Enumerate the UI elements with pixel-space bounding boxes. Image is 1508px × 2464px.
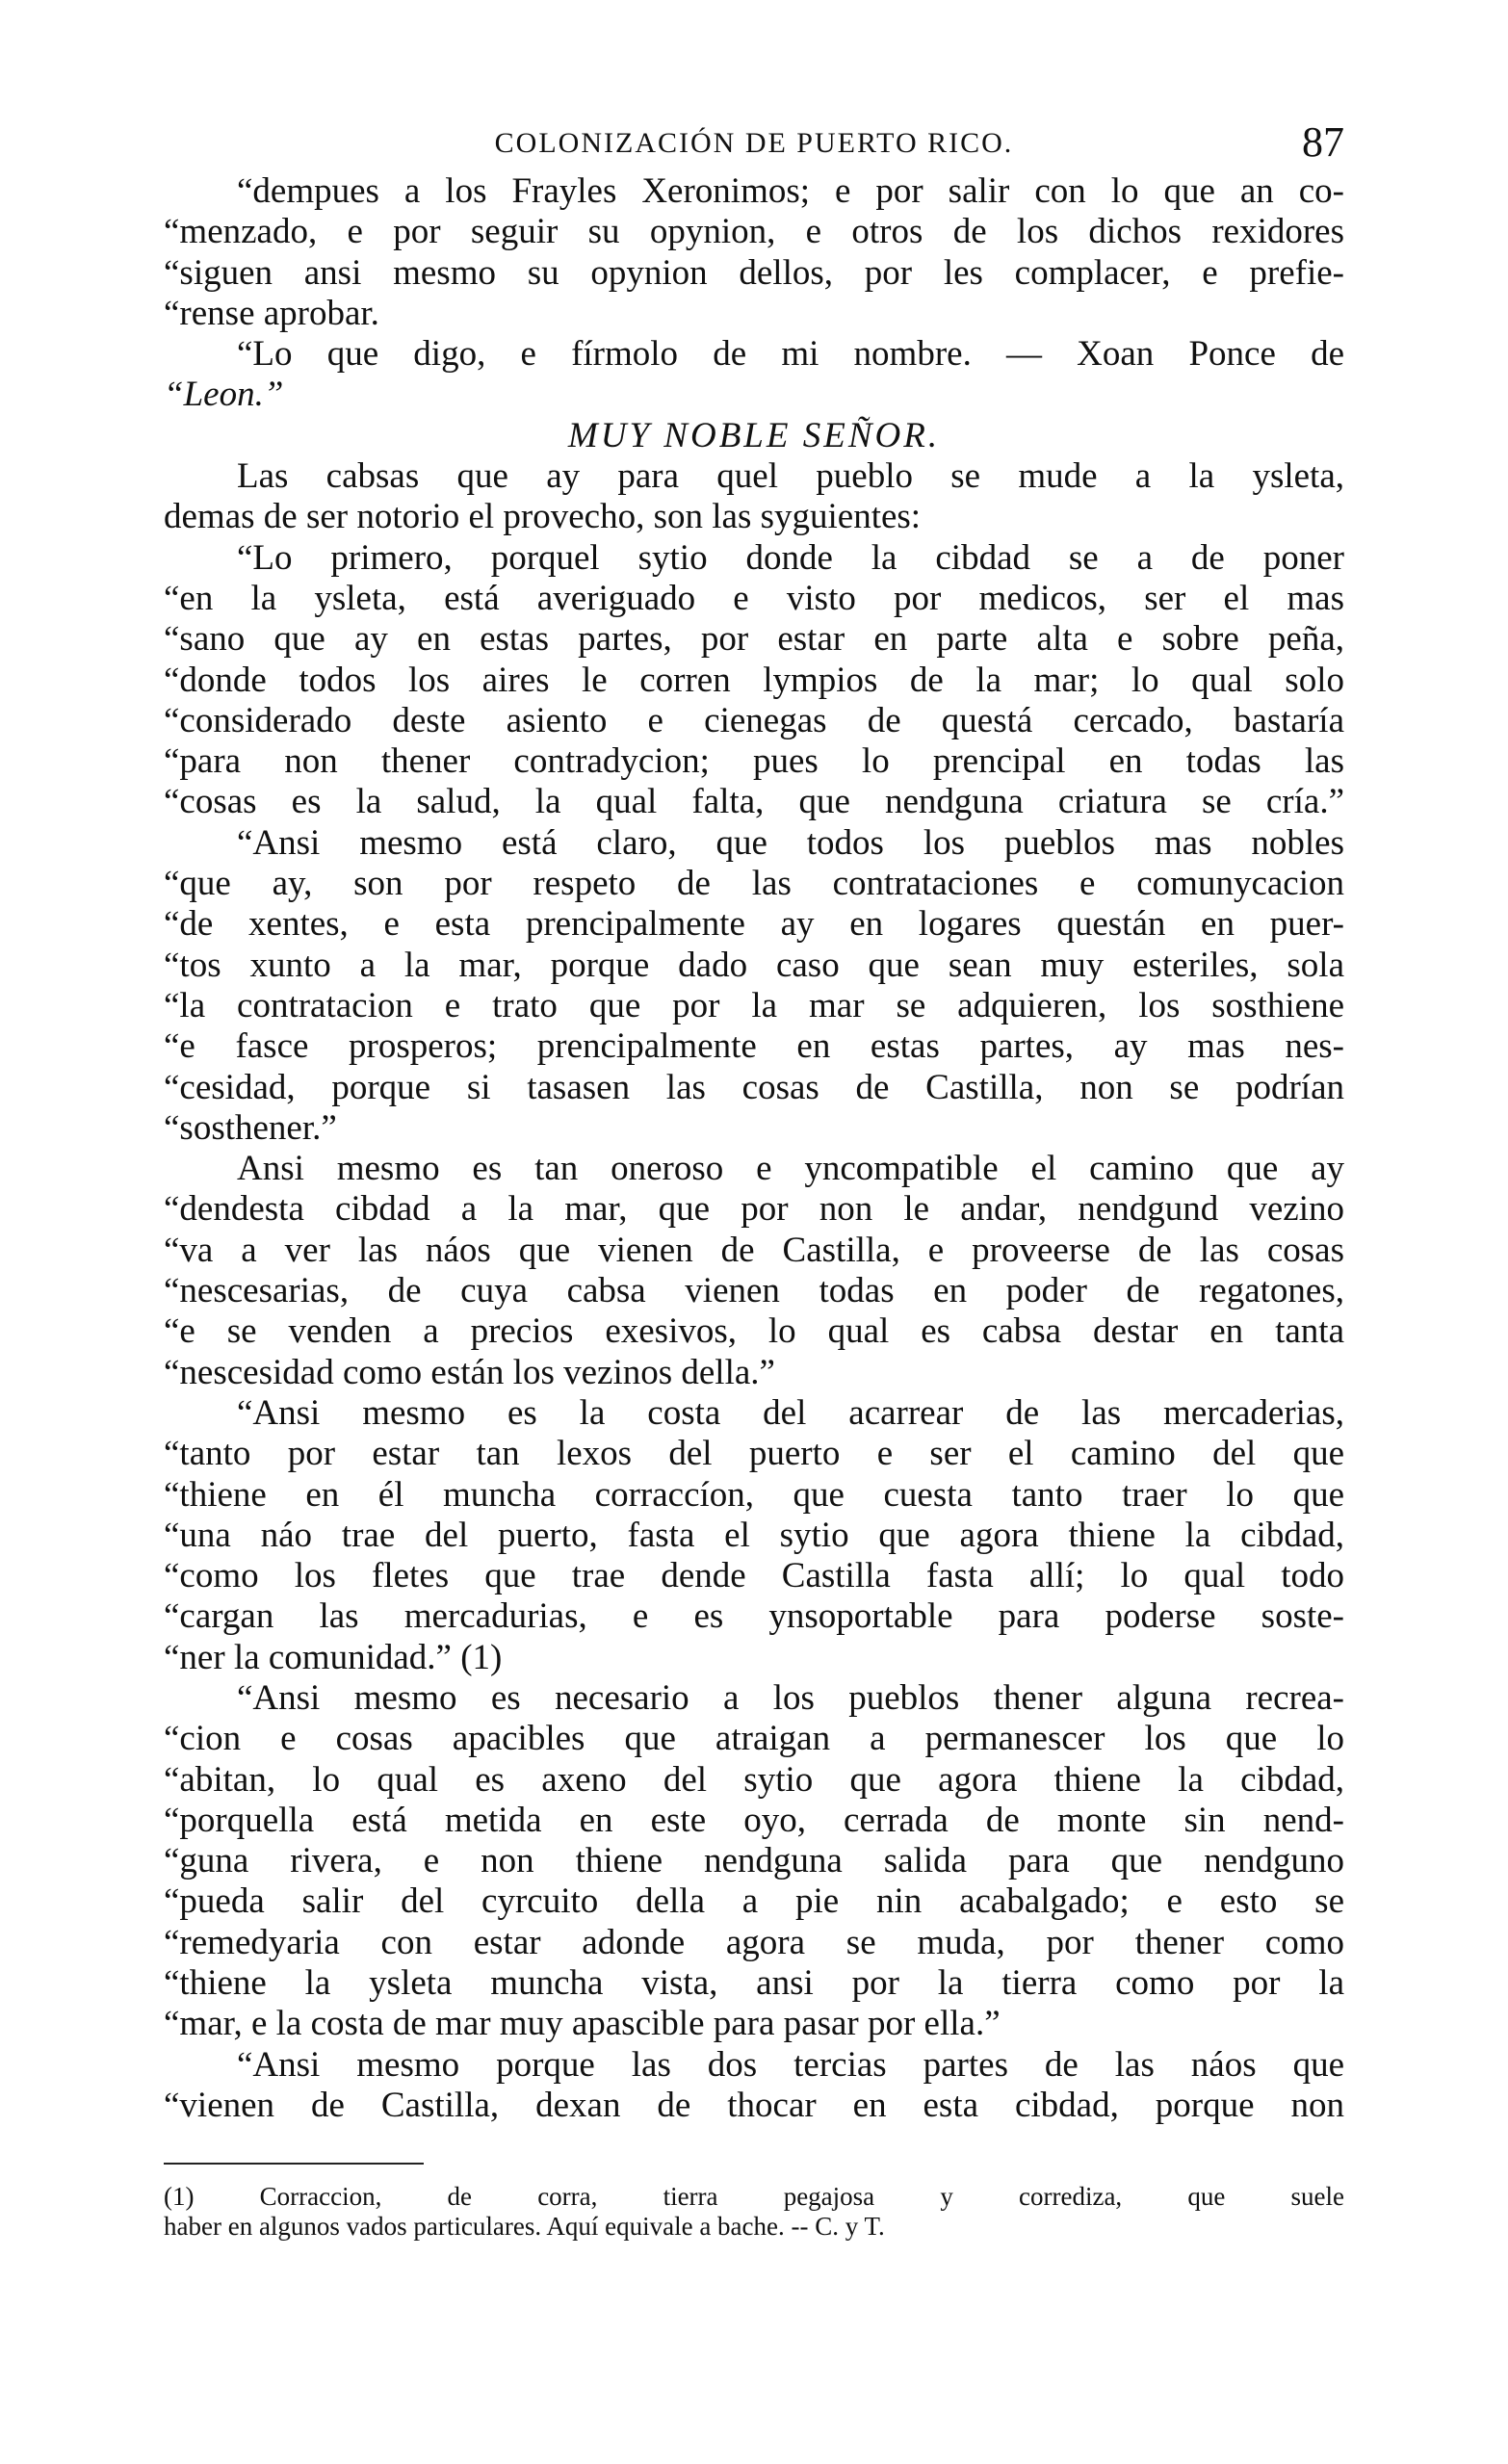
text-line: “Ansi mesmo porque las dos tercias partes de las náos que — [237, 2044, 1344, 2085]
text-line: “dempues a los Frayles Xeronimos; e por salir con lo que an co- — [237, 171, 1344, 211]
text-line: “cion e cosas apacibles que atraigan a permanescer los que lo — [164, 1719, 1344, 1759]
text-line: “tanto por estar tan lexos del puerto e ser el camino del que — [164, 1434, 1344, 1474]
footnote-divider — [164, 2163, 424, 2165]
text-line: “que ay, son por respeto de las contrataciones e comunycacion — [164, 864, 1344, 904]
footnotes — [164, 2182, 1344, 2242]
signature-line: “Lo que digo, e fírmolo de mi nombre. — Xoan Ponce de — [237, 334, 1344, 375]
footnote-line: (1) Corraccion, de corra, tierra pegajosa y corrediza, que suele — [164, 2182, 1344, 2212]
text-line: “nescesarias, de cuya cabsa vienen todas en poder de regatones, — [164, 1271, 1344, 1311]
text-line: “de xentes, e esta prencipalmente ay en logares questán en puer- — [164, 904, 1344, 945]
text-line: “para non thener contradycion; pues lo prencipal en todas las — [164, 741, 1344, 782]
text-line: “sosthener.” — [164, 1107, 337, 1148]
book-page — [164, 114, 1344, 2242]
text-line: “porquella está metida en este oyo, cerrada de monte sin nend- — [164, 1800, 1344, 1840]
text-line: “e fasce prosperos; prencipalmente en estas partes, ay mas nes- — [164, 1026, 1344, 1067]
text-line: “la contratacion e trato que por la mar se adquieren, los sosthiene — [164, 985, 1344, 1025]
text-line: “pueda salir del cyrcuito della a pie nin acabalgado; e esto se — [164, 1881, 1344, 1922]
text-line: “mar, e la costa de mar muy apascible para pasar por ella.” — [164, 2004, 1001, 2044]
text-line: “siguen ansi mesmo su opynion dellos, por les complacer, e prefie- — [164, 252, 1344, 293]
text-line: “cesidad, porque si tasasen las cosas de Castilla, non se podrían — [164, 1067, 1344, 1107]
text-line: “cargan las mercadurias, e es ynsoportable para poderse soste- — [164, 1596, 1344, 1637]
text-line: “Leon.” — [164, 375, 284, 415]
text-line: Las cabsas que ay para quel pueblo se mude a la ysleta, — [237, 456, 1344, 497]
text-line: “va a ver las náos que vienen de Castilla, e proveerse de las cosas — [164, 1230, 1344, 1270]
text-line: “Ansi mesmo es necesario a los pueblos thener alguna recrea- — [237, 1677, 1344, 1718]
running-title: COLONIZACIÓN DE PUERTO RICO. — [494, 127, 1014, 159]
text-line: “cosas es la salud, la qual falta, que nendguna criatura se cría.” — [164, 782, 1344, 822]
text-line: “tos xunto a la mar, porque dado caso que sean muy esteriles, sola — [164, 945, 1344, 985]
text-line: “una náo trae del puerto, fasta el sytio que agora thiene la cibdad, — [164, 1515, 1344, 1555]
text-line: “menzado, e por seguir su opynion, e otros de los dichos rexidores — [164, 212, 1344, 252]
body-text — [164, 171, 1344, 2126]
text-line: “considerado deste asiento e cienegas de questá cercado, bastaría — [164, 700, 1344, 740]
page-header — [164, 114, 1344, 171]
page-number: 87 — [1302, 118, 1344, 166]
text-line: “sano que ay en estas partes, por estar en parte alta e sobre peña, — [164, 619, 1344, 660]
text-line: “remedyaria con estar adonde agora se muda, por thener como — [164, 1922, 1344, 1962]
text-line: “abitan, lo qual es axeno del sytio que agora thiene la cibdad, — [164, 1759, 1344, 1800]
text-line: “donde todos los aires le corren lympios de la mar; lo qual solo — [164, 660, 1344, 700]
text-line: “Lo primero, porquel sytio donde la cibdad se a de poner — [237, 537, 1344, 578]
text-line: “Ansi mesmo está claro, que todos los pueblos mas nobles — [237, 822, 1344, 863]
footnote-line: haber en algunos vados particulares. Aquí equivale a bache. -- C. y T. — [164, 2212, 885, 2242]
text-line: “rense aprobar. — [164, 293, 379, 333]
text-line: demas de ser notorio el provecho, son las syguientes: — [164, 497, 922, 537]
text-line: “en la ysleta, está averiguado e visto por medicos, ser el mas — [164, 578, 1344, 618]
text-line: “ner la comunidad.” (1) — [164, 1637, 503, 1677]
text-line: “e se venden a precios exesivos, lo qual es cabsa destar en tanta — [164, 1311, 1344, 1352]
text-line: “guna rivera, e non thiene nendguna salida para que nendguno — [164, 1841, 1344, 1881]
section-heading: MUY NOBLE SEÑOR. — [567, 415, 941, 455]
text-line: “vienen de Castilla, dexan de thocar en esta cibdad, porque non — [164, 2085, 1344, 2125]
text-line: “thiene la ysleta muncha vista, ansi por la tierra como por la — [164, 1963, 1344, 2004]
text-line: “nescesidad como están los vezinos della.” — [164, 1352, 775, 1392]
text-line: “como los fletes que trae dende Castilla fasta allí; lo qual todo — [164, 1556, 1344, 1596]
text-line: “Ansi mesmo es la costa del acarrear de las mercaderias, — [237, 1392, 1344, 1433]
text-line: Ansi mesmo es tan oneroso e yncompatible el camino que ay — [237, 1149, 1344, 1189]
text-line: “dendesta cibdad a la mar, que por non le andar, nendgund vezino — [164, 1189, 1344, 1230]
text-line: “thiene en él muncha corraccíon, que cuesta tanto traer lo que — [164, 1474, 1344, 1515]
